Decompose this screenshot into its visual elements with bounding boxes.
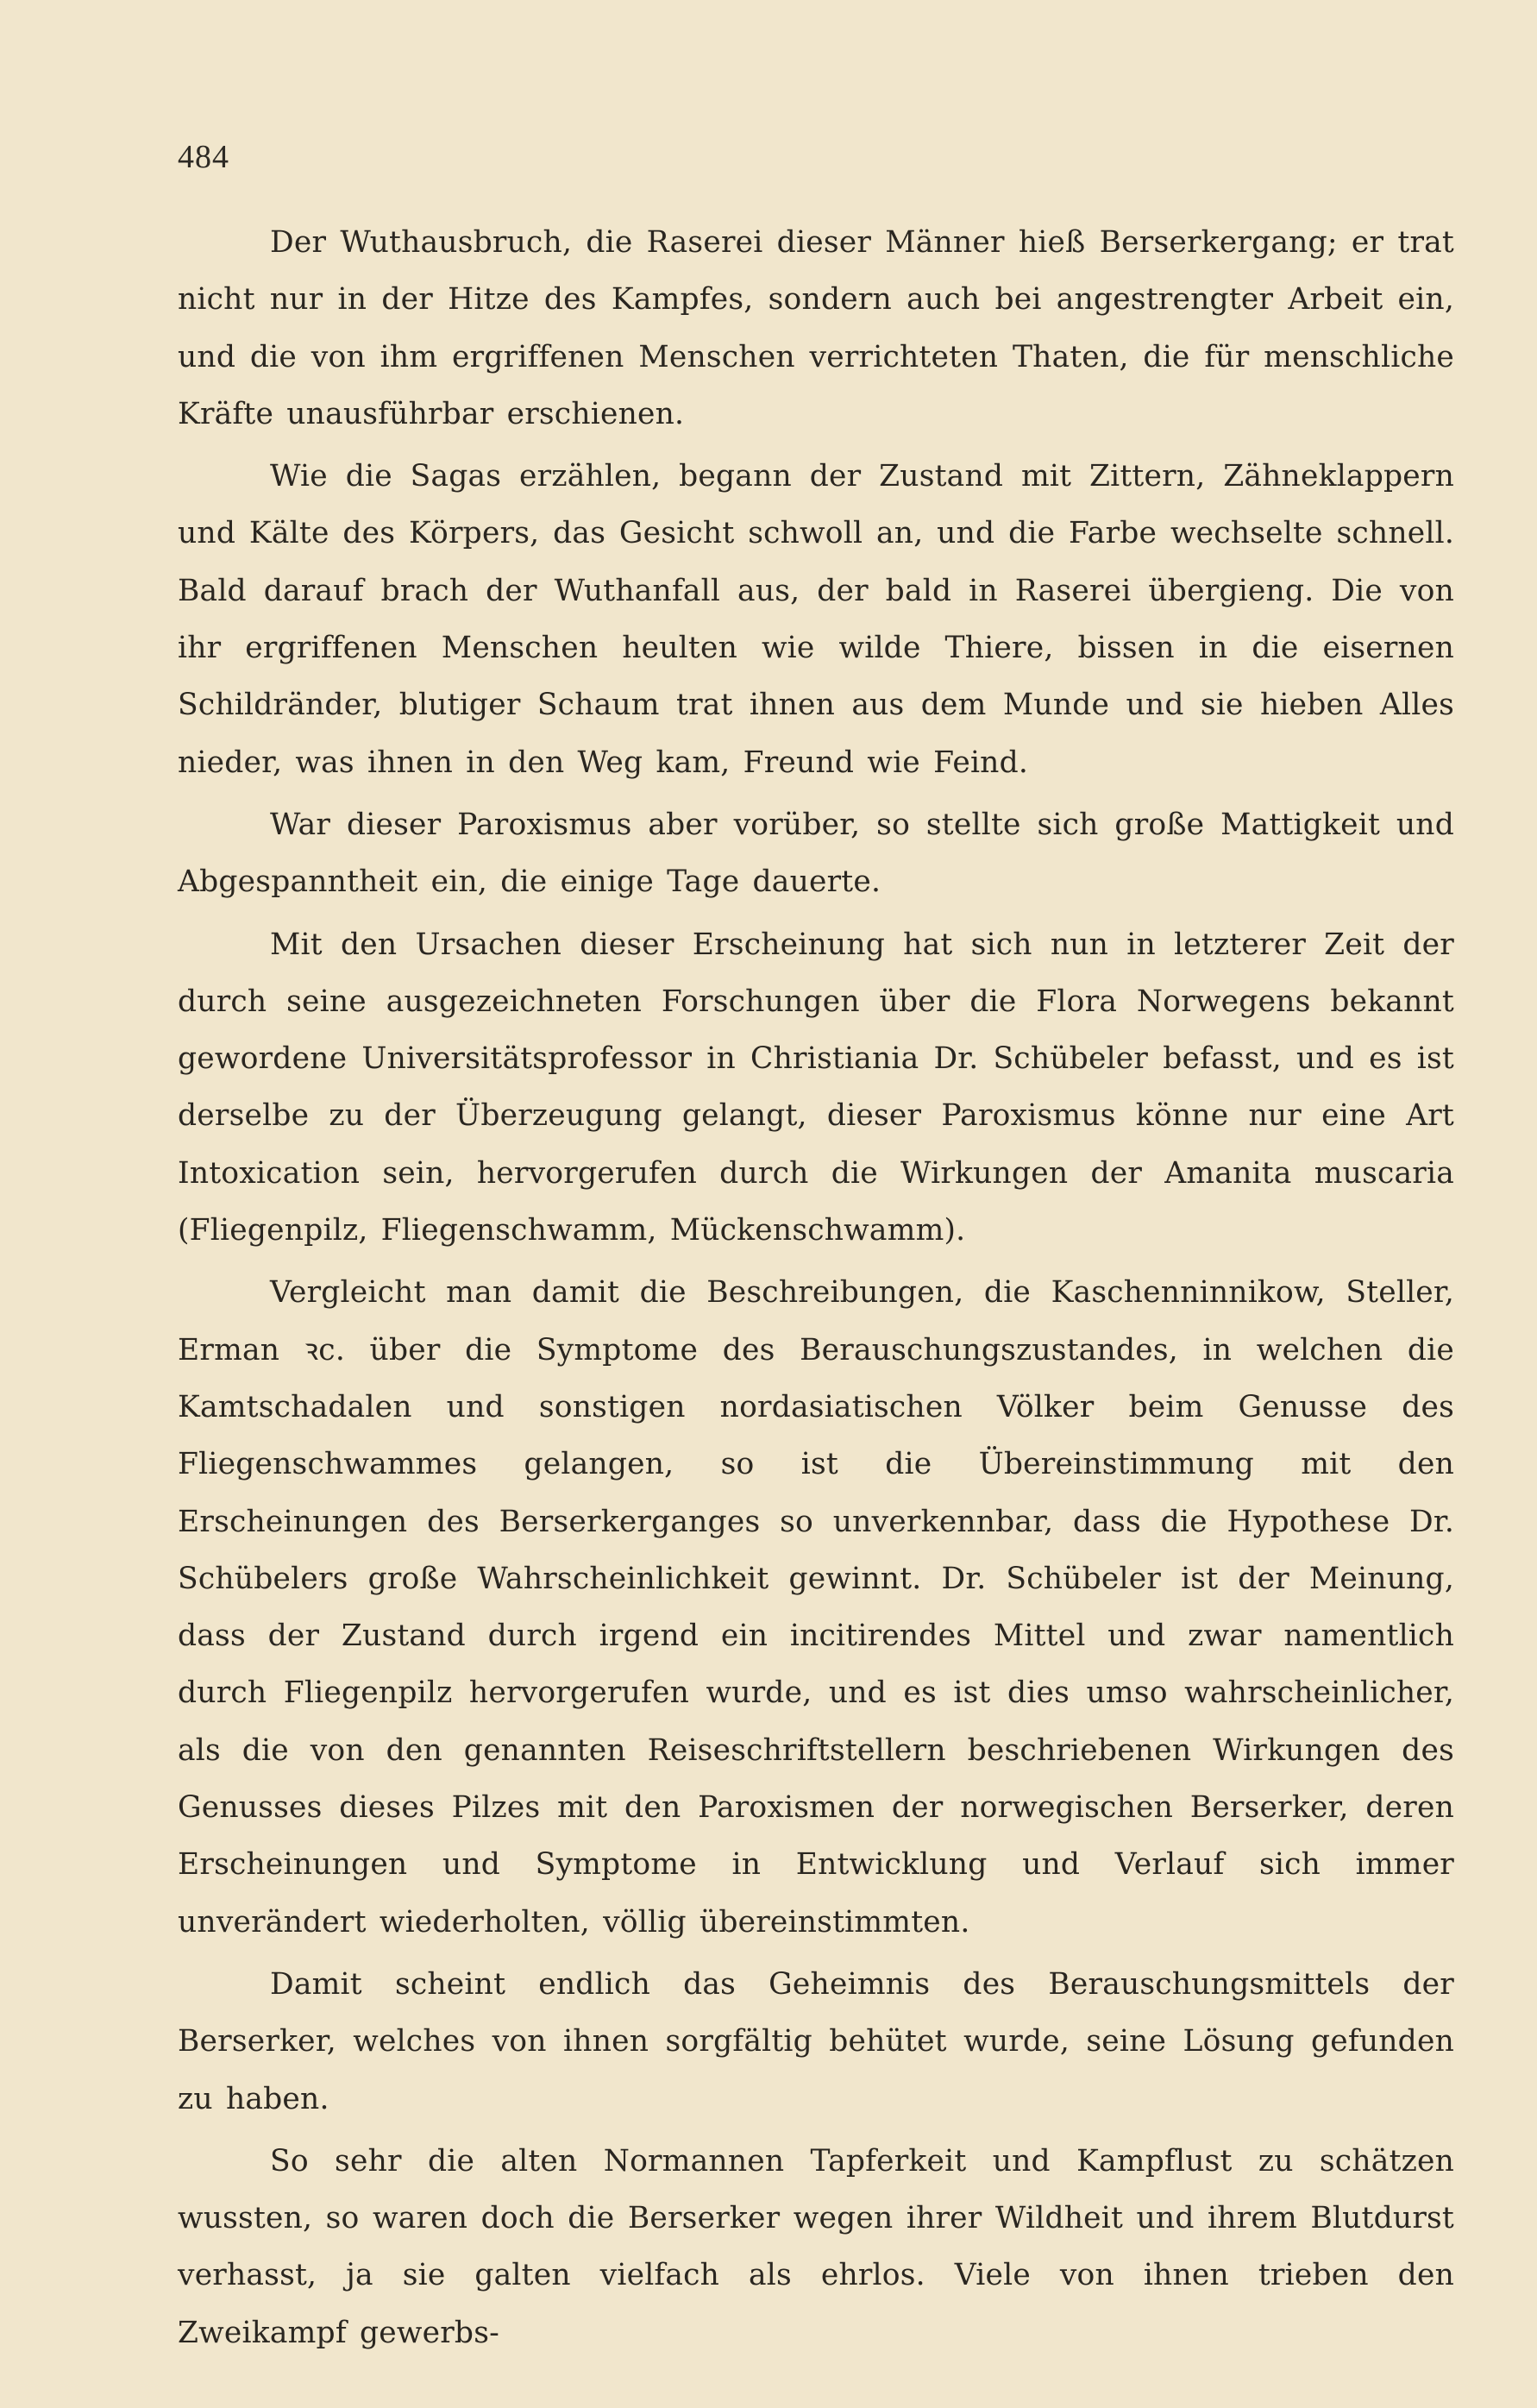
paragraph-7: So sehr die alten Normannen Tapferkeit und Kampflust zu schätzen wussten, so waren doch die Berserker wegen ihrer Wildheit und ihrem Blutdurst verhasst, ja sie galten vielfach als ehrlos. Viele von ihnen trieben den Zweikampf gewerbs-: [178, 2143, 1454, 2350]
page-number: 484: [178, 139, 229, 175]
paragraph-6: Damit scheint endlich das Geheimnis des Berauschungsmittels der Berserker, welches von ihnen sorgfältig behütet wurde, seine Lösung gefunden zu haben.: [178, 1966, 1454, 2116]
paragraph-4: Mit den Ursachen dieser Erscheinung hat sich nun in letzterer Zeit der durch seine ausgezeichneten Forschungen über die Flora Norwegens bekannt gewordene Universitätsprofessor in Christiania Dr. Schübeler befasst, und es ist derselbe zu der Überzeugung gelangt, dieser Paroxismus könne nur eine Art Intoxication sein, hervorgerufen durch die Wirkungen der Amanita muscaria (Fliegenpilz, Fliegenschwamm, Mückenschwamm).: [178, 927, 1454, 1248]
body-text: [178, 214, 1454, 2367]
paragraph-5: Vergleicht man damit die Beschreibungen, die Kaschenninnikow, Steller, Erman ꝛc. über die Symptome des Berauschungszustandes, in welchen die Kamtschadalen und sonstigen nordasiatischen Völker beim Genusse des Fliegenschwammes gelangen, so ist die Übereinstimmung mit den Erscheinungen des Berserkerganges so unverkennbar, dass die Hypothese Dr. Schübelers große Wahrscheinlichkeit gewinnt. Dr. Schübeler ist der Meinung, dass der Zustand durch irgend ein incitirendes Mittel und zwar namentlich durch Fliegenpilz hervorgerufen wurde, und es ist dies umso wahrscheinlicher, als die von den genannten Reiseschriftstellern beschriebenen Wirkungen des Genusses dieses Pilzes mit den Paroxismen der norwegischen Berserker, deren Erscheinungen und Symptome in Entwicklung und Verlauf sich immer unverändert wiederholten, völlig übereinstimmten.: [178, 1275, 1454, 1940]
paragraph-1: Der Wuthausbruch, die Raserei dieser Männer hieß Berserkergang; er trat nicht nur in der Hitze des Kampfes, sondern auch bei angestrengter Arbeit ein, und die von ihm ergriffenen Menschen verrichteten Thaten, die für menschliche Kräfte unausführbar erschienen.: [178, 225, 1454, 431]
paragraph-2: Wie die Sagas erzählen, begann der Zustand mit Zittern, Zähneklappern und Kälte des Körpers, das Gesicht schwoll an, und die Farbe wechselte schnell. Bald darauf brach der Wuthanfall aus, der bald in Raserei übergieng. Die von ihr ergriffenen Menschen heulten wie wilde Thiere, bissen in die eisernen Schildränder, blutiger Schaum trat ihnen aus dem Munde und sie hieben Alles nieder, was ihnen in den Weg kam, Freund wie Feind.: [178, 459, 1454, 780]
paragraph-3: War dieser Paroxismus aber vorüber, so stellte sich große Mattigkeit und Abgespanntheit ein, die einige Tage dauerte.: [178, 807, 1454, 900]
